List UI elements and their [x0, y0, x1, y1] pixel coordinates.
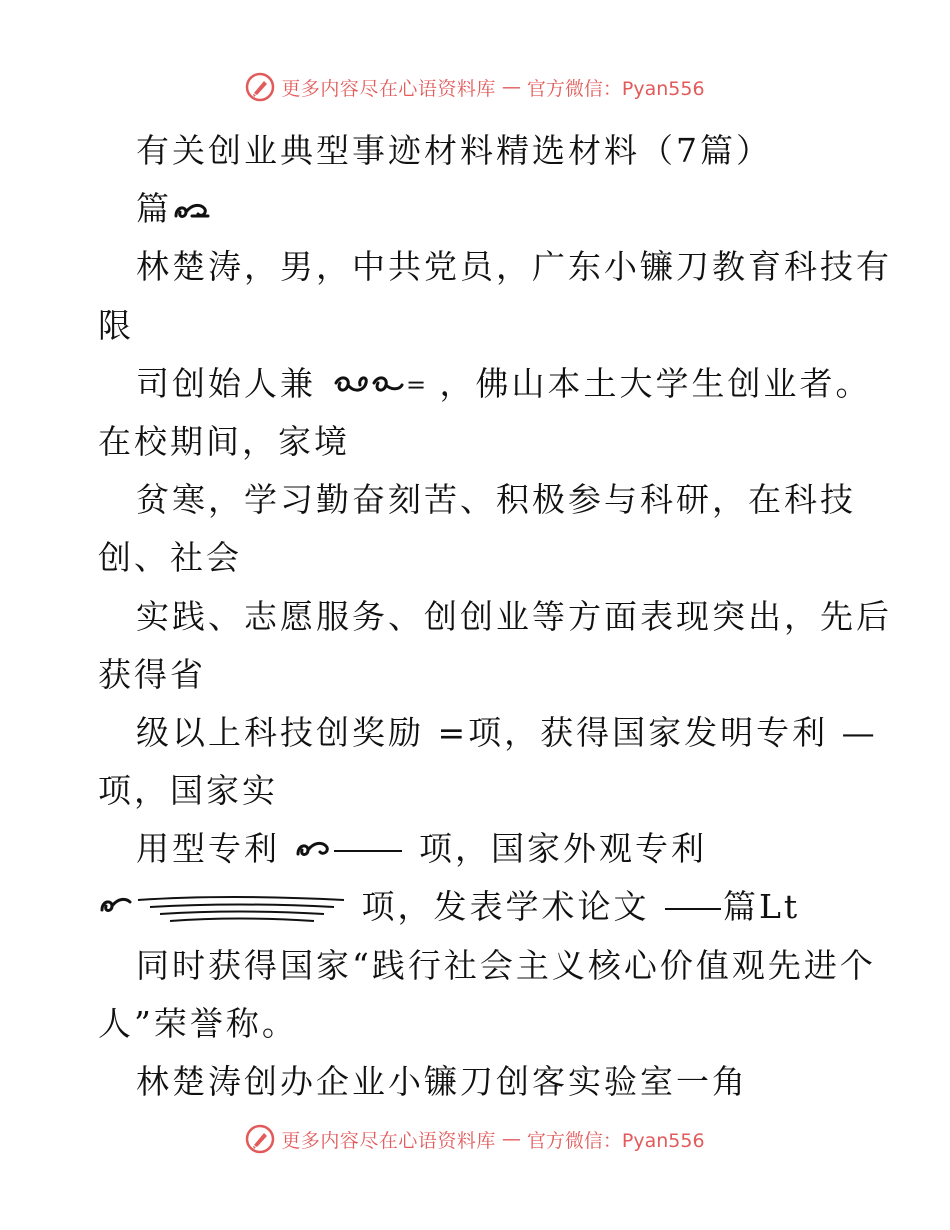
pen-logo-icon — [245, 1124, 275, 1154]
text-segment: 级以上科技创奖励 — [136, 712, 424, 752]
text-line: 在校期间，家境 — [98, 421, 350, 461]
svg-text:=: = — [405, 370, 429, 399]
text-line — [0, 355, 950, 413]
watermark-contact: 官方微信：Pyan556 — [526, 77, 705, 100]
text-segment: 项，国家外观专利 — [419, 829, 707, 869]
pen-logo-icon — [245, 72, 275, 102]
text-line: 限 — [98, 305, 134, 345]
text-line: 林楚涛创办企业小镰刀创客实验室一角 — [136, 1062, 748, 1101]
watermark-separator: — — [501, 1128, 521, 1150]
watermark-footer — [0, 1124, 950, 1154]
text-segment: 司创始人兼 — [136, 363, 316, 403]
text-line — [0, 820, 950, 878]
watermark-contact: 官方微信：Pyan556 — [526, 1129, 705, 1152]
text-line: 实践、志愿服务、创创业等方面表现突出，先后 — [136, 596, 892, 636]
text-line — [0, 878, 950, 936]
document-title: 有关创业典型事迹材料精选材料（7篇） — [136, 131, 772, 170]
section-heading-text: 篇 — [136, 189, 172, 229]
watermark-separator: — — [501, 76, 521, 98]
text-segment: 用型专利 — [136, 829, 280, 869]
section-heading — [0, 180, 950, 238]
text-line: 同时获得国家“践行社会主义核心价值观先进个 — [136, 945, 876, 985]
text-line: 贫寒，学习勤奋刻苦、积极参与科研，在科技 — [136, 480, 856, 520]
ornament-icon — [330, 371, 440, 401]
text-line: 创、社会 — [98, 538, 242, 578]
text-line: 项，国家实 — [98, 771, 278, 811]
text-segment: 项，发表学术论文 — [361, 887, 650, 927]
garbled-mark: — — [841, 712, 878, 752]
ornament-icon — [98, 892, 348, 926]
watermark-header — [0, 72, 950, 102]
text-line: 获得省 — [98, 654, 206, 694]
garbled-mark: Lt — [759, 887, 801, 927]
text-segment: 篇 — [723, 887, 759, 927]
document-body — [0, 122, 950, 1111]
text-segment: 项，获得国家发明专利 — [468, 712, 829, 752]
text-line — [0, 704, 950, 762]
text-line: 林楚涛，男，中共党员，广东小镰刀教育科技有 — [136, 247, 892, 287]
ornament-icon — [172, 198, 212, 224]
dash-mark — [663, 899, 723, 919]
text-segment: ，佛山本土大学生创业者。 — [439, 363, 872, 403]
watermark-text: 更多内容尽在心语资料库 — [281, 77, 496, 100]
text-line: 人”荣誉称。 — [98, 1003, 298, 1043]
watermark-text: 更多内容尽在心语资料库 — [281, 1129, 496, 1152]
garbled-mark: = — [437, 712, 469, 752]
ornament-icon — [294, 838, 406, 864]
